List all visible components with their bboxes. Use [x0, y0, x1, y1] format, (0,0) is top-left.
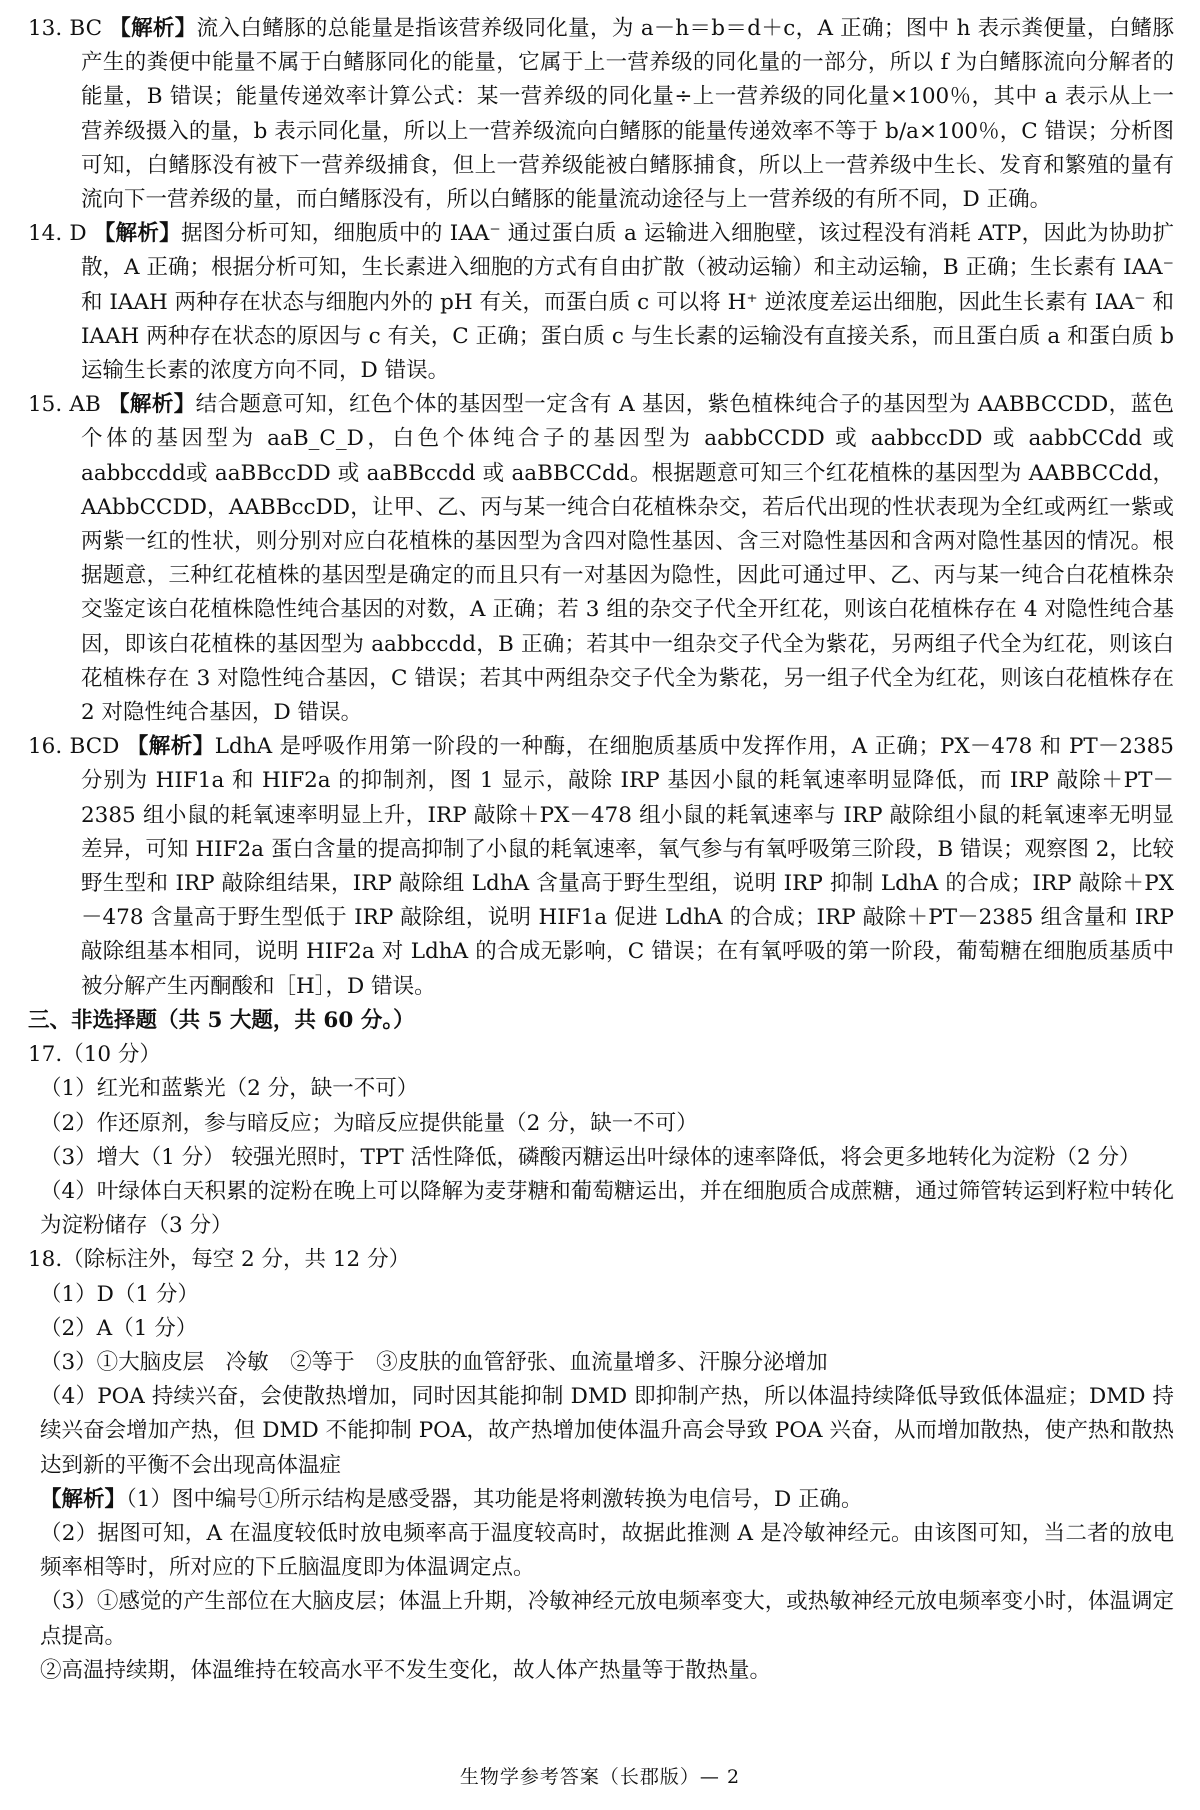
q17-answer-2: （2）作还原剂，参与暗反应；为暗反应提供能量（2 分，缺一不可） [40, 1110, 698, 1136]
q18-analysis-3: （3）①感觉的产生部位在大脑皮层；体温上升期，冷敏神经元放电频率变大，或热敏神经元放电频率变小时，体温调定点提高。 [40, 1589, 1174, 1649]
q18-analysis-1 [28, 1483, 1174, 1517]
q18-analysis-2: （2）据图可知，A 在温度较低时放电频率高于温度较高时，故据此推测 A 是冷敏神经元。由该图可知，当二者的放电频率相等时，所对应的下丘脑温度即为体温调定点。 [40, 1520, 1174, 1581]
answer-content [28, 12, 1174, 1688]
q17-answer-4: （4）叶绿体白天积累的淀粉在晚上可以降解为麦芽糖和葡萄糖运出，并在细胞质合成蔗糖，通过筛管转运到籽粒中转化为淀粉储存（3 分） [40, 1178, 1174, 1239]
item-number: 15. AB [28, 392, 109, 418]
analysis-text: （1）图中编号①所示结构是感受器，其功能是将刺激转换为电信号，D 正确。 [126, 1486, 863, 1512]
question-17-heading: 17.（10 分） [28, 1042, 161, 1068]
q18-answer-2: （2）A（1 分） [40, 1315, 198, 1341]
analysis-tag: 【解析】 [108, 392, 196, 418]
item-text: 结合题意可知，红色个体的基因型一定含有 A 基因，紫色植株纯合子的基因型为 AABBCCDD，蓝色个体的基因型为 aaB_C_D，白色个体纯合子的基因型为 aabbCCDD 或 aabbccDD 或 aabbCCdd 或 aabbccdd或 aaBBccDD 或 aaBBccdd 或 aaBBCCdd。根据题意可知三个红花植株的基因型为 AABBCCdd，AAbbCCDD，AABBccDD，让甲、乙、丙与某一纯合白花植株杂交，若后代出现的性状表现为全红或两红一紫或两紫一红的性状，则分别对应白花植株的基因型为含四对隐性基因、含三对隐性基因和含两对隐性基因的情况。根据题意，三种红花植株的基因型是确定的而且只有一对基因为隐性，因此可通过甲、乙、丙与某一纯合白花植株杂交鉴定该白花植株隐性纯合基因的对数，A 正确；若 3 组的杂交子代全开红花，则该白花植株存在 4 对隐性纯合基因，即该白花植株的基因型为 aabbccdd，B 正确；若其中一组杂交子代全为紫花，另两组子代全为红花，则该白花植株存在 3 对隐性纯合基因，C 错误；若其中两组杂交子代全为紫花，另一组子代全为红花，则该白花植株存在 2 对隐性纯合基因，D 错误。 [81, 392, 1174, 726]
item-number: 16. BCD [28, 734, 127, 760]
answer-item-14 [28, 217, 1174, 388]
q18-answer-3: （3）①大脑皮层 冷敏 ②等于 ③皮肤的血管舒张、血流量增多、汗腺分泌增加 [40, 1349, 828, 1375]
page-footer: 生物学参考答案（长郡版）— 2 [459, 1766, 741, 1788]
q18-answer-4: （4）POA 持续兴奋，会使散热增加，同时因其能抑制 DMD 即抑制产热，所以体温持续降低导致低体温症；DMD 持续兴奋会增加产热，但 DMD 不能抑制 POA，故产热增加使体温升高会导致 POA 兴奋，从而增加散热，使产热和散热达到新的平衡不会出现高体温症 [40, 1384, 1174, 1478]
item-text: 流入白鳍豚的总能量是指该营养级同化量，为 a－h＝b＝d＋c，A 正确；图中 h 表示粪便量，白鳍豚产生的粪便中能量不属于白鳍豚同化的能量，它属于上一营养级的同化量的一部分，所以 f 为白鳍豚流向分解者的能量，B 错误；能量传递效率计算公式：某一营养级的同化量÷上一营养级的同化量×100％，其中 a 表示从上一营养级摄入的量，b 表示同化量，所以上一营养级流向白鳍豚的能量传递效率不等于 b/a×100％，C 错误；分析图可知，白鳍豚没有被下一营养级捕食，但上一营养级能被白鳍豚捕食，所以上一营养级中生长、发育和繁殖的量有流向下一营养级的量，而白鳍豚没有，所以白鳍豚的能量流动途径与上一营养级的有所不同，D 正确。 [81, 16, 1174, 213]
q17-answer-1: （1）红光和蓝紫光（2 分，缺一不可） [40, 1076, 419, 1102]
question-18-heading: 18.（除标注外，每空 2 分，共 12 分） [28, 1247, 411, 1273]
q17-answer-3: （3）增大（1 分） 较强光照时，TPT 活性降低，磷酸丙糖运出叶绿体的速率降低，将会更多地转化为淀粉（2 分） [40, 1144, 1141, 1170]
analysis-tag: 【解析】 [40, 1486, 127, 1512]
item-text: LdhA 是呼吸作用第一阶段的一种酶，在细胞质基质中发挥作用，A 正确；PX－478 和 PT－2385 分别为 HIF1a 和 HIF2a 的抑制剂，图 1 显示，敲除 IRP 基因小鼠的耗氧速率明显降低，而 IRP 敲除＋PT－2385 组小鼠的耗氧速率明显上升，IRP 敲除＋PX－478 组小鼠的耗氧速率与 IRP 敲除组小鼠的耗氧速率无明显差异，可知 HIF2a 蛋白含量的提高抑制了小鼠的耗氧速率，氧气参与有氧呼吸第三阶段，B 错误；观察图 2，比较野生型和 IRP 敲除组结果，IRP 敲除组 LdhA 含量高于野生型组，说明 IRP 抑制 LdhA 的合成；IRP 敲除＋PX－478 含量高于野生型低于 IRP 敲除组，说明 HIF1a 促进 LdhA 的合成；IRP 敲除＋PT－2385 组含量和 IRP 敲除组基本相同，说明 HIF2a 对 LdhA 的合成无影响，C 错误；在有氧呼吸的第一阶段，葡萄糖在细胞质基质中被分解产生丙酮酸和［H］，D 错误。 [81, 734, 1174, 999]
item-text: 据图分析可知，细胞质中的 IAA⁻ 通过蛋白质 a 运输进入细胞壁，该过程没有消耗 ATP，因此为协助扩散，A 正确；根据分析可知，生长素进入细胞的方式有自由扩散（被动运输）和主动运输，B 正确；生长素有 IAA⁻ 和 IAAH 两种存在状态与细胞内外的 pH 有关，而蛋白质 c 可以将 H⁺ 逆浓度差运出细胞，因此生长素有 IAA⁻ 和 IAAH 两种存在状态的原因与 c 有关，C 正确；蛋白质 c 与生长素的运输没有直接关系，而且蛋白质 a 和蛋白质 b 运输生长素的浓度方向不同，D 错误。 [81, 221, 1174, 384]
answer-item-16 [28, 730, 1174, 1004]
item-number: 14. D [28, 221, 94, 247]
answer-item-13 [28, 12, 1174, 217]
section-heading: 三、非选择题（共 5 大题，共 60 分。） [28, 1007, 415, 1033]
q18-analysis-4: ②高温持续期，体温维持在较高水平不发生变化，故人体产热量等于散热量。 [40, 1657, 772, 1683]
item-number: 13. BC [28, 16, 110, 41]
q18-answer-1: （1）D（1 分） [40, 1281, 199, 1307]
analysis-tag: 【解析】 [93, 221, 181, 247]
analysis-tag: 【解析】 [126, 734, 215, 760]
analysis-tag: 【解析】 [109, 16, 197, 41]
answer-item-15 [28, 388, 1174, 730]
